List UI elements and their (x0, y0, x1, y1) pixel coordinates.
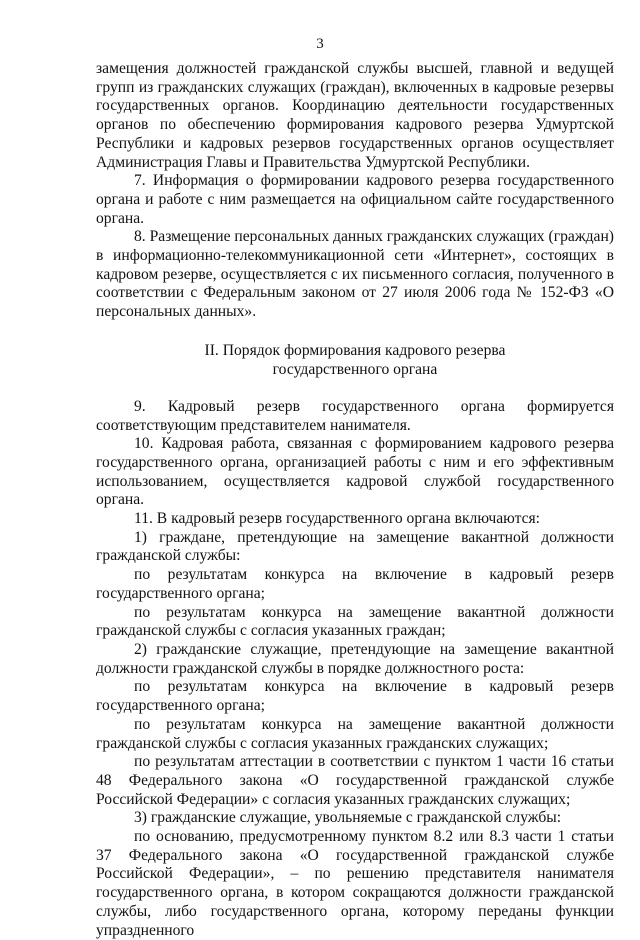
list-item-11-2: 2) гражданские служащие, претендующие на замещение вакантной должности гражданской службы в порядке должностного роста: (96, 640, 614, 677)
list-item-11-3: 3) гражданские служащие, увольняемые с гражданской службы: (134, 809, 562, 827)
section-heading-line-2: государственного органа (272, 360, 438, 378)
paragraph-10: 10. Кадровая работа, связанная с формированием кадрового резерва государственного органа, организацией работы с ним и его эффективным использованием, осуществляется кадровой службой государственного органа. (96, 435, 614, 509)
paragraph-8: 8. Размещение персональных данных гражданских служащих (граждан) в информационно-телекоммуникационной сети «Интернет», состоящих в кадровом резерве, осуществляется с их письменного согласия, полученного в соответствии с Федеральным законом от 27 июля 2006 года № 152-ФЗ «О персональных данных». (96, 228, 614, 321)
paragraph-9: 9. Кадровый резерв государственного органа формируется соответствующим представителем нанимателя. (96, 397, 614, 434)
page-number: 3 (316, 36, 324, 52)
list-subitem-11-2-c: по результатам аттестации в соответствии с пунктом 1 части 16 статьи 48 Федерального закона «О государственной гражданской службе Российской Федерации» с согласия указанных гражданских служащих; (96, 753, 614, 808)
paragraph-11: 11. В кадровый резерв государственного органа включаются: (134, 510, 541, 528)
list-subitem-11-3-a: по основанию, предусмотренному пунктом 8.2 или 8.3 части 1 статьи 37 Федерального закона «О государственной гражданской службе Российской Федерации», – по решению представителя нанимателя государственного органа, в котором сокращаются должности гражданской службы, либо государственного органа, которому переданы функции упраздненного (96, 828, 614, 939)
list-subitem-11-1-b: по результатам конкурса на замещение вакантной должности гражданской службы с согласия указанных граждан; (96, 603, 614, 640)
document-body (96, 60, 614, 940)
paragraph-7: 7. Информация о формировании кадрового резерва государственного органа и работе с ним размещается на официальном сайте государственного органа. (96, 172, 614, 227)
list-subitem-11-1-a: по результатам конкурса на включение в кадровый резерв государственного органа; (96, 566, 614, 602)
list-item-11-1: 1) граждане, претендующие на замещение вакантной должности гражданской службы: (96, 528, 614, 565)
paragraph-intro: замещения должностей гражданской службы высшей, главной и ведущей групп из гражданских служащих (граждан), включенных в кадровые резервы государственных органов. Координацию деятельности государственных органов по обеспечению формирования кадрового резерва Удмуртской Республики и кадровых резервов государственных органов осуществляет Администрация Главы и Правительства Удмуртской Республики. (96, 60, 614, 171)
list-subitem-11-2-a: по результатам конкурса на включение в кадровый резерв государственного органа; (96, 678, 614, 715)
section-heading-line-1: II. Порядок формирования кадрового резерва (204, 341, 506, 359)
list-subitem-11-2-b: по результатам конкурса на замещение вакантной должности гражданской службы с согласия указанных гражданских служащих; (96, 715, 614, 752)
